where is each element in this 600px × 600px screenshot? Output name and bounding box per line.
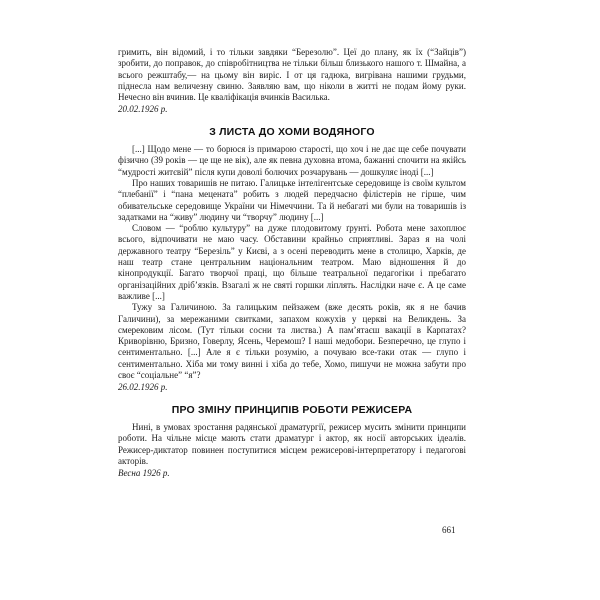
section-heading-director: ПРО ЗМІНУ ПРИНЦИПІВ РОБОТИ РЕЖИСЕРА — [171, 403, 413, 416]
letter-paragraph-3: Словом — “роблю культуру” на дуже плодовитому ґрунті. Робота мене захоплює всього, відпочивати не маю часу. Обставини крайньо сприятливі. Зараз я на чолі державного театру “Березіль” у Києві, а з осені переводить мене в столицю, Харків, де наш театр стане центральним національним театром. Маю відношення й до кінопродукції. Багато творчої праці, що більше театральної педагогіки і пребагато організаційних дріб’язків. Взагалі ж не святі горшки ліплять. Наслідки наче є. А це саме важливе [...] — [118, 223, 466, 301]
intro-paragraph: гримить, він відомий, і то тільки завдяки “Березолю”. Цеї до плану, як їх (“Зайців”) зробити, до поправок, до співробітництва не тільки більш близького нашого т. Шмайна, а всього режштабу,— на цьому він виріс. І от ця гадюка, вигрівана нашими грудьми, піднесла нам величезну свиню. Заявляю вам, що ніколи в житті не подам йому руки. Нечесно він вчинив. Це кваліфікація вчинків Василька. — [118, 47, 466, 103]
text-column — [118, 47, 466, 479]
letter-paragraph-4: Тужу за Галичиною. За галицьким пейзажем (вже десять років, як я не бачив Галичини), за мережаними свитками, запахом кожухів у церкві на Великдень. За смерековим лісом. (Тут тільки сосни та листва.) А пам’ятаєш вакації в Карпатах? Криворівню, Бризно, Говерлу, Ясень, Черемош? І наші медобори. Безперечно, це глупо і сентиментально. [...] Але я є тільки розумію, а почуваю все-таки отак — глупо і сентиментально. Хіба ми тому винні і хіба до тебе, Хомо, пишучи не можна забути про своє “соціальне” “я”? — [118, 302, 466, 381]
director-date: Весна 1926 р. — [118, 468, 170, 479]
section-heading-letter: З ЛИСТА ДО ХОМИ ВОДЯНОГО — [209, 125, 375, 138]
page-number: 661 — [442, 525, 456, 535]
letter-date: 26.02.1926 р. — [118, 382, 168, 393]
letter-paragraph-2: Про наших товаришів не питаю. Галицьке інтелігентське середовище із своїм культом “плебанії” і “пана мецената” робить з людей передчасно філістерів не гірше, чим обивательське середовище України чи Німеччини. Та й небагаті ми були на товаришів із задатками на “живу” людину чи “творчу” людину [...] — [118, 177, 466, 222]
director-paragraph: Нині, в умовах зростання радянської драматургії, режисер мусить змінити принципи роботи. На чільне місце мають стати драматург і актор, як носії авторських ідеалів. Режисер-диктатор повинен поступитися місцем режисерові-інтерпретатору і педагогові акторів. — [118, 421, 466, 466]
intro-date: 20.02.1926 р. — [118, 104, 168, 115]
letter-paragraph-1: [...] Щодо мене — то борюся із примарою старості, що хоч і не дає ще себе почувати фізично (39 років — це ще не вік), але як певна духовна втома, бажанні спочити на якійсь “мудрості житєвій” після купи доволі болючих розчарувань — дошкуляє іноді [...] — [118, 144, 466, 177]
